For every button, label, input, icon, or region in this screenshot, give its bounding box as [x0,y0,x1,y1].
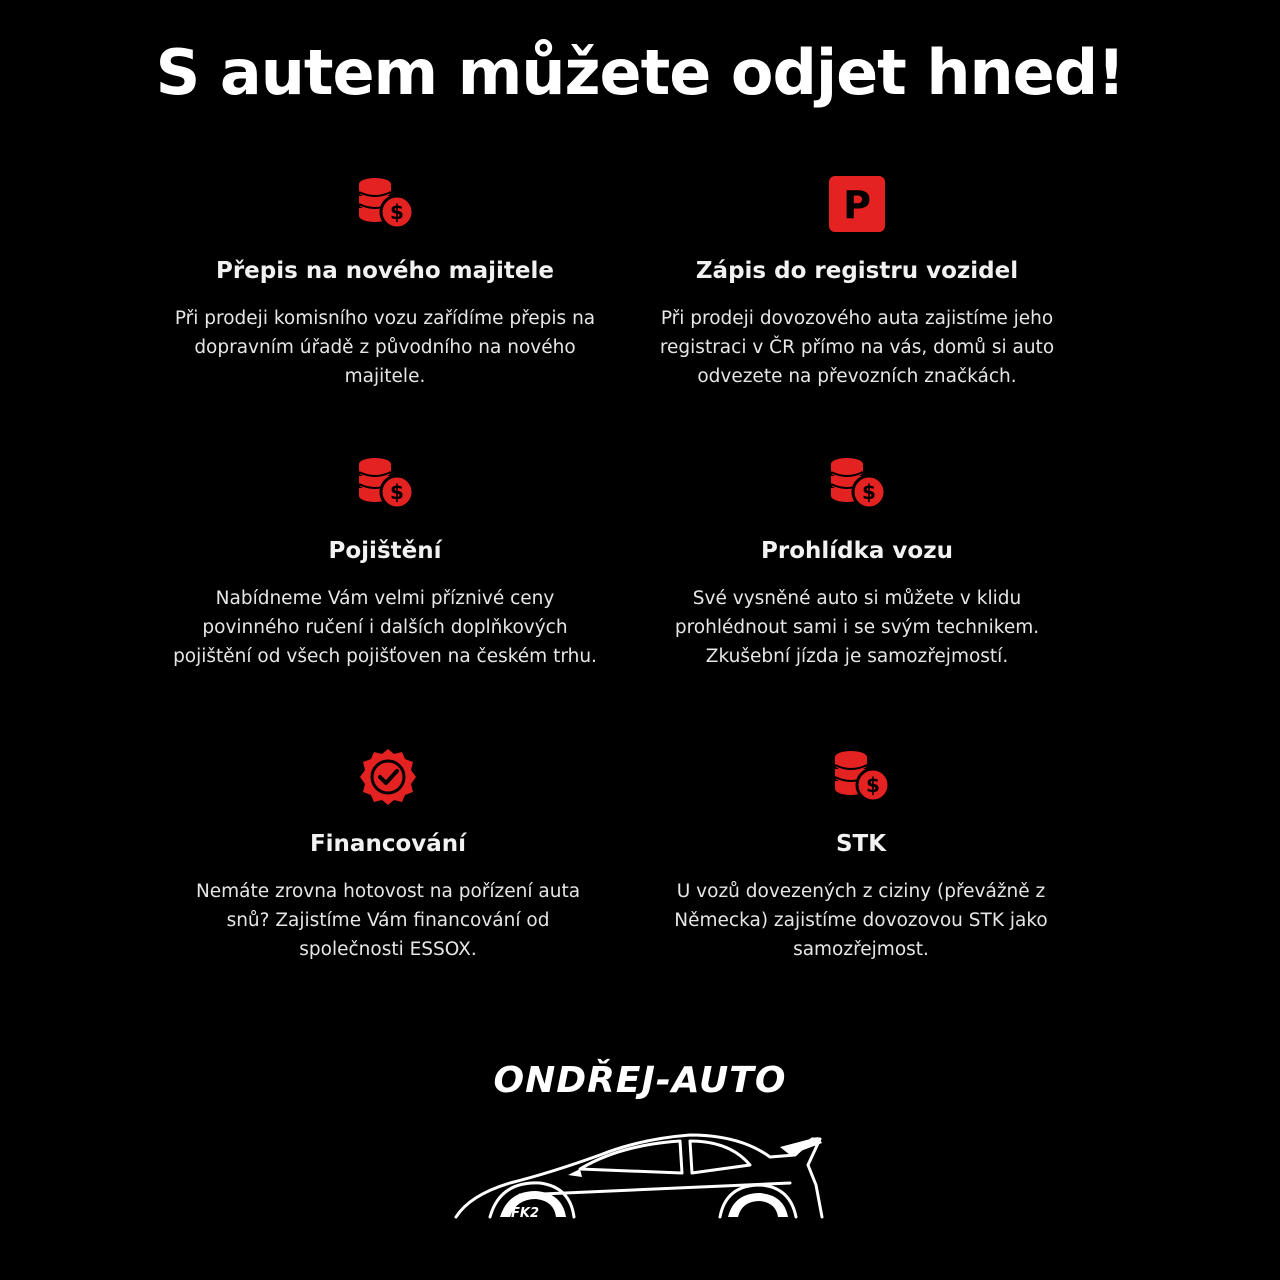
feature-stk [641,745,1081,964]
svg-text:$: $ [866,773,880,797]
svg-text:$: $ [390,480,404,504]
svg-text:P: P [843,183,871,227]
svg-text:$: $ [862,480,876,504]
car-badge-text: FK2 [511,1206,539,1221]
brand-logo-text: ONDŘEJ-AUTO [493,1060,787,1101]
feature-ownership-transfer [165,172,605,391]
coins-dollar-icon [353,452,417,516]
feature-title: Financování [309,831,467,857]
feature-car-inspection [637,452,1077,671]
feature-text: Své vysněné auto si můžete v klidu prohlédnout sami i se svým technikem. Zkušební jízda je samozřejmostí. [674,588,1040,667]
feature-title: Zápis do registru vozidel [695,258,1019,284]
feature-text: Při prodeji komisního vozu zařídíme přepis na dopravním úřadě z původního na nového majitele. [174,308,596,387]
car-illustration [450,1125,830,1225]
svg-text:$: $ [390,200,404,224]
feature-text: U vozů dovezených z ciziny (převážně z Německa) zajistíme dovozovou STK jako samozřejmost. [674,881,1048,960]
parking-p-icon [825,172,889,236]
coins-dollar-icon [825,452,889,516]
feature-text: Nabídneme Vám velmi příznivé ceny povinného ručení i dalších doplňkových pojištění od všech pojišťoven na českém trhu. [173,588,597,667]
feature-title: Přepis na nového majitele [215,258,555,284]
feature-title: Pojištění [328,538,442,564]
feature-text: Při prodeji dovozového auta zajistíme jeho registraci v ČR přímo na vás, domů si auto odvezete na převozních značkách. [659,308,1055,387]
feature-text: Nemáte zrovna hotovost na pořízení auta snů? Zajistíme Vám financování od společnosti ESSOX. [195,881,581,960]
feature-title: STK [835,831,887,857]
coins-dollar-icon [353,172,417,236]
page-title: S autem můžete odjet hned! [155,36,1125,109]
feature-financing [168,745,608,964]
feature-title: Prohlídka vozu [761,538,953,564]
check-badge-icon [356,745,420,809]
feature-vehicle-registration [637,172,1077,391]
feature-insurance [165,452,605,671]
coins-dollar-icon [829,745,893,809]
